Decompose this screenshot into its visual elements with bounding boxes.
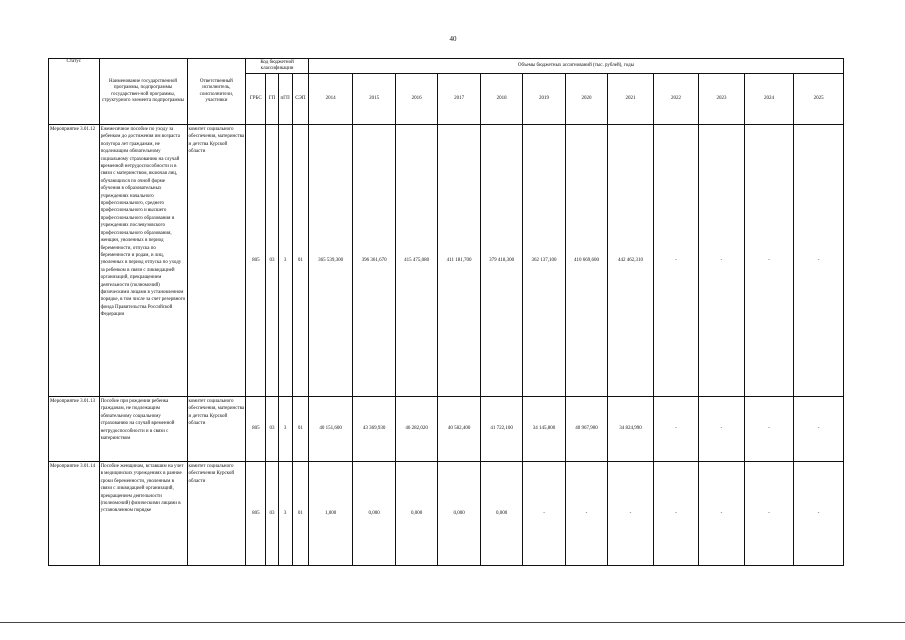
row-gp: 03: [266, 462, 278, 566]
row-value: 0,000: [353, 462, 395, 566]
row-value: 0,000: [480, 462, 522, 566]
row-pgp: 3: [278, 462, 292, 566]
header-sep: СЭП: [292, 74, 308, 125]
header-year: 2025: [794, 74, 844, 125]
row-name: Пособие при рождении ребенка гражданам, не подлежащим обязательному социальному страхованию на случай временной нетрудоспособности и в связи с материнством: [99, 397, 187, 462]
table-row: [49, 125, 844, 397]
row-value: -: [699, 397, 745, 462]
row-sep: 01: [292, 397, 308, 462]
header-name: Наименование государственной программы, подпрограммы государствен-ной программы, структурного элемента подпрограммы: [99, 59, 187, 125]
row-gp: 03: [266, 125, 278, 397]
row-status: Мероприятие 3.01.14: [49, 462, 100, 566]
row-value: 0,000: [395, 462, 437, 566]
row-sep: 01: [292, 462, 308, 566]
row-status: Мероприятие 3.01.13: [49, 397, 100, 462]
header-status: Статус: [49, 59, 100, 125]
row-sep: 01: [292, 125, 308, 397]
header-year: 2021: [608, 74, 654, 125]
row-value: -: [744, 125, 794, 397]
header-responsible: Ответственный исполнитель, соисполнители, участники: [187, 59, 246, 125]
row-value: -: [699, 462, 745, 566]
row-gp: 03: [266, 397, 278, 462]
page-number: 40: [449, 35, 457, 43]
row-value: -: [794, 462, 844, 566]
row-grbs: 805: [246, 397, 266, 462]
header-year: 2016: [395, 74, 437, 125]
row-value: 0,000: [438, 462, 480, 566]
row-value: 40 582,400: [438, 397, 480, 462]
row-value: 40 967,900: [565, 397, 607, 462]
row-value: 34 824,990: [608, 397, 654, 462]
row-value: 1,000: [308, 462, 353, 566]
row-value: 365 539,300: [308, 125, 353, 397]
row-value: 46 282,020: [395, 397, 437, 462]
row-value: 415 475,080: [395, 125, 437, 397]
row-value: -: [794, 125, 844, 397]
row-pgp: 3: [278, 397, 292, 462]
row-value: 411 181,700: [438, 125, 480, 397]
header-budget-code: Код бюджетной классификации: [246, 59, 309, 74]
row-value: 442 462,310: [608, 125, 654, 397]
row-value: -: [523, 462, 565, 566]
scan-edge-line: [0, 622, 905, 623]
row-value: -: [794, 397, 844, 462]
row-value: 410 669,600: [565, 125, 607, 397]
header-year: 2018: [480, 74, 522, 125]
row-value: -: [653, 125, 699, 397]
row-name: Пособие женщинам, вставшим на учет в медицинских учреждениях в ранние сроки беременности, уволенным в связи с ликвидацией организаций, прекращением деятельности (полномочий) физическими лицами в установленном порядке: [99, 462, 187, 566]
row-grbs: 805: [246, 125, 266, 397]
row-responsible: комитет социального обеспечения Курской области: [187, 462, 246, 566]
row-value: -: [744, 462, 794, 566]
row-value: -: [565, 462, 607, 566]
table-row: [49, 462, 844, 566]
row-value: 34 145,800: [523, 397, 565, 462]
header-year: 2019: [523, 74, 565, 125]
table-row: [49, 397, 844, 462]
header-year: 2014: [308, 74, 353, 125]
budget-allocation-table: [48, 58, 844, 566]
row-value: -: [744, 397, 794, 462]
row-status: Мероприятие 3.01.12: [49, 125, 100, 397]
row-value: -: [653, 397, 699, 462]
row-value: 43 369,930: [353, 397, 395, 462]
row-value: 379 418,300: [480, 125, 522, 397]
row-value: -: [699, 125, 745, 397]
row-responsible: комитет социального обеспечения, материнства и детства Курской области: [187, 397, 246, 462]
header-year: 2023: [699, 74, 745, 125]
header-year: 2022: [653, 74, 699, 125]
row-value: 40 151,600: [308, 397, 353, 462]
row-value: 396 361,670: [353, 125, 395, 397]
row-pgp: 3: [278, 125, 292, 397]
header-year: 2017: [438, 74, 480, 125]
row-value: -: [608, 462, 654, 566]
row-grbs: 805: [246, 462, 266, 566]
header-pgp: пГП: [278, 74, 292, 125]
row-value: 362 137,100: [523, 125, 565, 397]
header-year: 2024: [744, 74, 794, 125]
header-gp: ГП: [266, 74, 278, 125]
header-year: 2015: [353, 74, 395, 125]
header-volumes: Объемы бюджетных ассигнований (тыс. рублей), годы: [308, 59, 843, 74]
row-value: -: [653, 462, 699, 566]
row-value: 41 722,100: [480, 397, 522, 462]
row-name: Ежемесячное пособие по уходу за ребенком до достижения им возраста полутора лет гражданам, не подлежащим обязательному социальному страхованию на случай временной нетрудоспособности и в связи с материнством, включая лиц, обучающихся по очной форме обучения в образовательных учреждениях начального профессионального, среднего профессионального и высшего профессионального образования и учреждениях послевузовского профессионального образования, женщин, уволенных в период беременности, отпуска по беременности и родам, и лиц, уволенных в период отпуска по уходу за ребенком в связи с ликвидацией организаций, прекращением деятельности (полномочий) физическими лицами в установленном порядке, в том числе за счет резервного фонда Правительства Российской Федерации: [99, 125, 187, 397]
row-responsible: комитет социального обеспечения, материнства и детства Курской области: [187, 125, 246, 397]
header-year: 2020: [565, 74, 607, 125]
header-grbs: ГРБС: [246, 74, 266, 125]
